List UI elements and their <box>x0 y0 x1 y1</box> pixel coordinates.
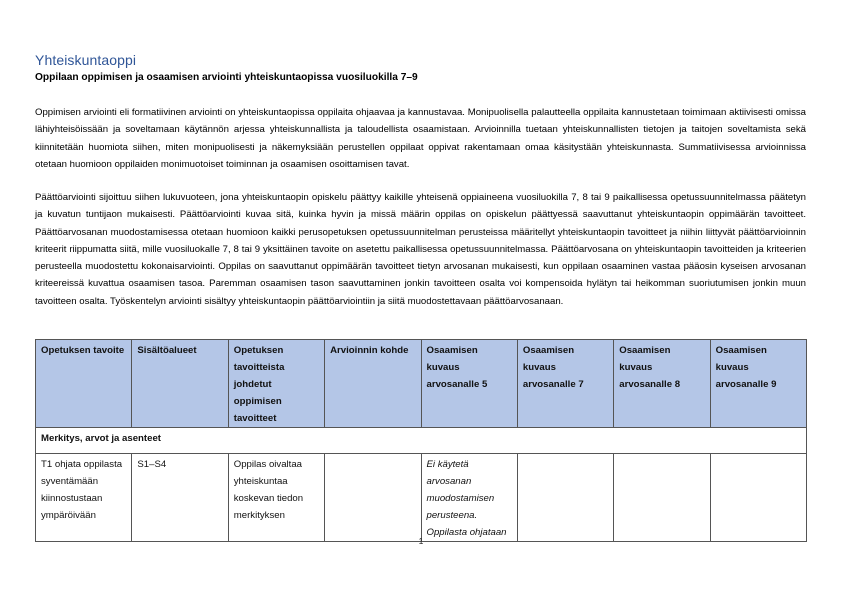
paragraph-formative-assessment: Oppimisen arviointi eli formatiivinen arviointi on yhteiskuntaopissa oppilaita ohjaavaa ja kannustavaa. Monipuolisella palautteella oppilaita kannustetaan toimimaan aktiivisesti omissa lähiyhteisöissään ja soveltamaan käytännön arjessa yhteiskunnallista ja taloudellista osaamistaan. Arvioinnilla tuetaan yhteiskunnallisten tietojen ja taitojen soveltamista sekä kiinnitetään huomiota siihen, miten monipuolisesti ja näkemyksiään perustellen oppilaat oppivat rakentamaan omaa käsitystään yhteiskunnasta. Summatiivisessa arvioinnissa otetaan huomioon oppilaiden monimuotoiset toiminnan ja osaamisen osoittamisen tavat. <box>35 107 806 170</box>
page-number: 1 <box>418 536 424 546</box>
document-subtitle: Oppilaan oppimisen ja osaamisen arviointi yhteiskuntaopissa vuosiluokilla 7–9 <box>35 72 418 83</box>
cell-assessment-target <box>325 454 421 542</box>
cell-grade-5: Ei käytetä arvosanan muodostamisen perusteena. Oppilasta ohjataan <box>421 454 517 542</box>
header-grade-9: Osaamisen kuvaus arvosanalle 9 <box>710 340 806 428</box>
table-header-row <box>36 340 807 428</box>
header-content-areas: Sisältöalueet <box>132 340 228 428</box>
document-title: Yhteiskuntaoppi <box>35 52 137 68</box>
section-row <box>36 428 807 454</box>
cell-grade-8 <box>614 454 710 542</box>
header-teaching-objective: Opetuksen tavoite <box>36 340 132 428</box>
header-grade-7: Osaamisen kuvaus arvosanalle 7 <box>517 340 613 428</box>
cell-learning-objectives: Oppilas oivaltaa yhteiskuntaa koskevan tiedon merkityksen <box>228 454 324 542</box>
paragraph-final-assessment: Päättöarviointi sijoittuu siihen lukuvuoteen, jona yhteiskuntaopin opiskelu päättyy kaikille yhteisenä oppiaineena vuosiluokilla 7, 8 tai 9 paikallisessa opetussuunnitelmassa päätetyn ja kuvatun tuntijaon mukaisesti. Päättöarviointi kuvaa sitä, kuinka hyvin ja missä määrin oppilas on opiskelun päättyessä saavuttanut yhteiskuntaopin oppimäärän tavoitteet. Päättöarvosanan muodostamisessa otetaan huomioon kaikki perusopetuksen opetussuunnitelman perusteissa määritellyt yhteiskuntaopin tavoitteet ja niihin liittyvät päättöarvioinnin kriteerit riippumatta siitä, mille vuosiluokalle 7, 8 tai 9 yksittäinen tavoite on asetettu paikallisessa opetussuunnitelmassa. Päättöarvosana on yhteiskuntaopin tavoitteiden ja kriteerien perusteella muodostettu kokonaisarviointi. Oppilas on saavuttanut oppimäärän tavoitteet tietyn arvosanan mukaisesti, kun oppilaan osaaminen vastaa pääosin kyseisen arvosanan kriteereissä kuvattua osaamisen tasoa. Paremman osaamisen tason saavuttaminen jonkin tavoitteen osalta voi kompensoida hylätyn tai heikomman suoriutumisen jonkin muun tavoitteen osalta. Työskentelyn arviointi sisältyy yhteiskuntaopin päättöarviointiin ja siitä muodostettavaan päättöarvosanaan. <box>35 192 806 307</box>
header-grade-8: Osaamisen kuvaus arvosanalle 8 <box>614 340 710 428</box>
header-assessment-target: Arvioinnin kohde <box>325 340 421 428</box>
header-learning-objectives: Opetuksen tavoitteista johdetut oppimisen tavoitteet <box>228 340 324 428</box>
section-title: Merkitys, arvot ja asenteet <box>36 428 807 454</box>
cell-grade-9 <box>710 454 806 542</box>
cell-content-areas: S1–S4 <box>132 454 228 542</box>
header-grade-5: Osaamisen kuvaus arvosanalle 5 <box>421 340 517 428</box>
cell-grade-7 <box>517 454 613 542</box>
table-row <box>36 454 807 542</box>
cell-teaching-objective: T1 ohjata oppilasta syventämään kiinnostustaan ympäröivään <box>36 454 132 542</box>
assessment-table <box>35 339 807 542</box>
